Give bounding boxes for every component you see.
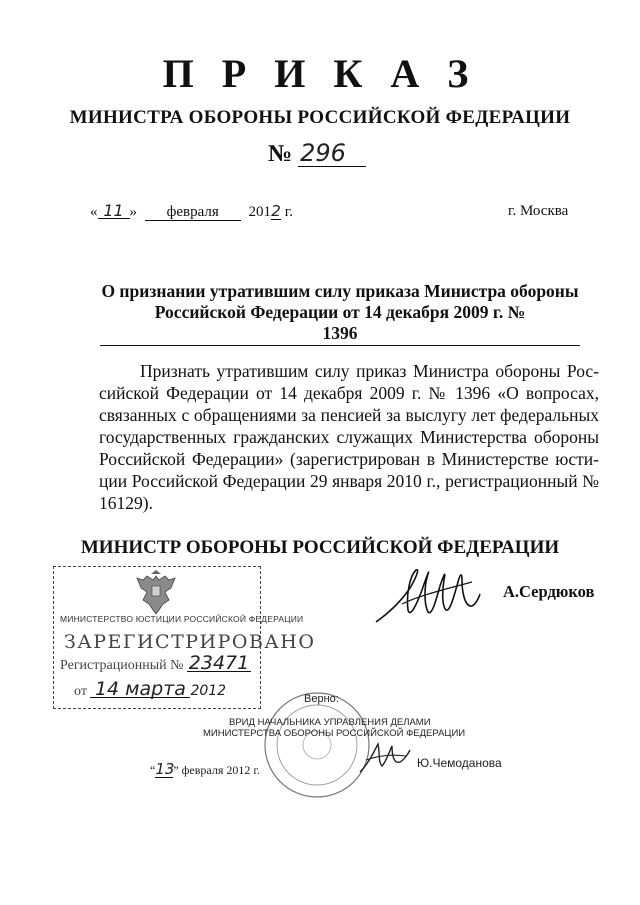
stamp-registration-number [60,652,251,674]
date-month: февраля [145,205,241,221]
date-open-quote: « [90,204,98,220]
stamp-reg-label: Регистрационный № [60,658,184,673]
certification-verno: Верно: [304,693,339,705]
stamp-date-value: 14 марта [90,682,190,698]
certifier-name: Ю.Чемоданова [417,756,502,770]
document-title: П Р И К А З [162,51,478,96]
certification-position-line-1: ВРИД НАЧАЛЬНИКА УПРАВЛЕНИЯ ДЕЛАМИ [229,717,431,728]
order-body: Признать утратившим силу приказ Министра обороны Российской Федерации от 14 декабря 2009 г. № 1396 «О вопросах, связанных с обращениями за пенсией за выслугу лет федеральных государственных гражданских служащих Министерства обороны Российской Федерации» (зарегистрирован в Министерстве юстиции Российской Федерации 29 января 2010 г., регистрационный № 16129). [99,361,599,513]
stamp-date-prefix: от [74,684,87,699]
cert-date-day: 13 [155,760,175,778]
stamp-date [74,678,227,700]
order-date [90,203,293,221]
stamp-date-year: 2012 [190,683,227,699]
signatory-name: А.Сердюков [503,582,595,601]
stamp-ministry: МИНИСТЕРСТВО ЮСТИЦИИ РОССИЙСКОЙ ФЕДЕРАЦИИ [60,614,304,624]
order-number [268,140,366,168]
date-year-suffix: г. [284,204,293,220]
document-subtitle: МИНИСТРА ОБОРОНЫ РОССИЙСКОЙ ФЕДЕРАЦИИ [69,107,571,128]
heading-line-2: Российской Федерации от 14 декабря 2009 г. № 1396 [100,302,580,346]
double-headed-eagle-icon [135,570,177,614]
date-day: 11 [98,203,130,219]
date-close-quote: » [129,204,137,220]
certification-date [150,762,260,778]
stamp-reg-number: 23471 [188,652,250,674]
cert-date-rest: ” февраля 2012 г. [173,763,260,777]
date-year-prefix: 201 [248,204,271,220]
signatory-position: МИНИСТР ОБОРОНЫ РОССИЙСКОЙ ФЕДЕРАЦИИ [80,537,560,558]
minister-signature [372,560,482,630]
order-heading [100,281,580,346]
date-year-digit: 2 [271,202,281,220]
number-sign: № [268,141,293,167]
city: г. Москва [508,203,569,219]
order-number-value: 296 [298,140,366,167]
certification-position-line-2: МИНИСТЕРСТВА ОБОРОНЫ РОССИЙСКОЙ ФЕДЕРАЦИИ [203,728,466,739]
stamp-status: ЗАРЕГИСТРИРОВАНО [64,631,316,653]
cert-date-open: “ [150,763,156,777]
heading-line-1: О признании утратившим силу приказа Министра обороны [101,281,579,301]
certifier-signature [356,738,412,778]
